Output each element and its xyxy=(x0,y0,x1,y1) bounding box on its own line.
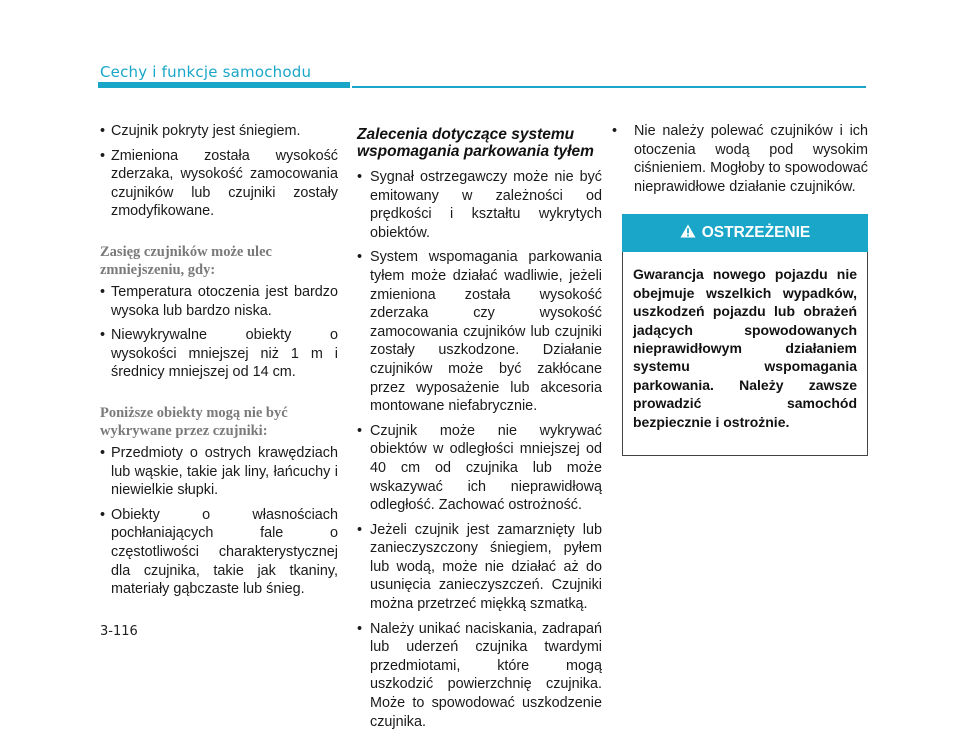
list-item: • Należy unikać naciskania, zadrapań lub uderzeń czujnika twardymi przedmiotami, które mogą uszkodzić powierzchnię czujnika. Może to spowodować uszkodzenie czujnika. xyxy=(357,620,602,732)
warning-box xyxy=(622,214,868,456)
list-item: • Obiekty o własnościach pochłaniających fale o częstotliwości charakterystycznej dla czujnika, takie jak tkaniny, materiały gąbczaste lub śnieg. xyxy=(100,506,338,599)
list-item: • Czujnik pokryty jest śniegiem. xyxy=(100,122,338,141)
list-item: • Zmieniona została wysokość zderzaka, wysokość zamocowania czujników lub czujniki zostały zmodyfikowane. xyxy=(100,147,338,221)
list-item: • Nie należy polewać czujników i ich otoczenia wodą pod wysokim ciśnieniem. Mogłoby to spowodować nieprawidłowe działanie czujników. xyxy=(612,122,868,196)
chapter-title: Cechy i funkcje samochodu xyxy=(100,63,312,81)
list-item: • Czujnik może nie wykrywać obiektów w odległości mniejszej od 40 cm od czujnika lub może wskazywać ich nieprawidłową odległość. Zachować ostrożność. xyxy=(357,422,602,515)
section-title: Zalecenia dotyczące systemu wspomagania parkowania tyłem xyxy=(357,126,594,160)
bullet-list xyxy=(357,168,602,731)
warning-title: OSTRZEŻENIE xyxy=(701,224,811,242)
list-item: • Jeżeli czujnik jest zamarznięty lub zanieczyszczony śniegiem, pyłem lub wodą, może nie działać aż do usunięcia zanieczyszczeń. Czujniki można przetrzeć miękką szmatką. xyxy=(357,521,602,614)
list-item: • Przedmioty o ostrych krawędziach lub wąskie, takie jak liny, łańcuchy i niewielkie słupki. xyxy=(100,444,338,500)
bullet-list xyxy=(100,122,338,221)
list-item: • Sygnał ostrzegawczy może nie być emitowany w zależności od prędkości i kształtu wykrytych obiektów. xyxy=(357,168,602,242)
header-divider-line xyxy=(352,86,866,88)
list-item: • Temperatura otoczenia jest bardzo wysoka lub bardzo niska. xyxy=(100,283,338,320)
bullet-list xyxy=(612,122,868,196)
list-item: • Niewykrywalne obiekty o wysokości mniejszej niż 1 m i średnicy mniejszej od 14 cm. xyxy=(100,326,338,382)
bullet-list xyxy=(100,283,338,382)
warning-triangle-icon xyxy=(680,224,696,244)
page-number: 3-116 xyxy=(100,624,138,639)
column-left xyxy=(100,122,338,605)
subheading-undetected-objects: Poniższe obiekty mogą nie być wykrywane przez czujniki: xyxy=(100,404,288,439)
warning-text: Gwarancja nowego pojazdu nie obejmuje wszelkich wypadków, uszkodzeń pojazdu lub obrażeń jadących spowodowanych nieprawidłowym działaniem systemu wspomagania parkowania. Należy zawsze prowadzić samochód bezpiecznie i ostrożnie. xyxy=(633,266,857,430)
column-middle xyxy=(357,122,602,737)
list-item: • System wspomagania parkowania tyłem może działać wadliwie, jeżeli zmieniona została wysokość zderzaka czy wysokość zamocowania czujników lub czujniki zostały uszkodzone. Działanie czujników może być zakłócane przez wyposażenie lub akcesoria montowane niefabrycznie. xyxy=(357,248,602,415)
header-accent-bar xyxy=(98,82,350,88)
bullet-list xyxy=(100,444,338,599)
column-right xyxy=(612,122,868,456)
subheading-range-reduced: Zasięg czujników może ulec zmniejszeniu, gdy: xyxy=(100,243,272,278)
warning-header xyxy=(622,214,868,252)
